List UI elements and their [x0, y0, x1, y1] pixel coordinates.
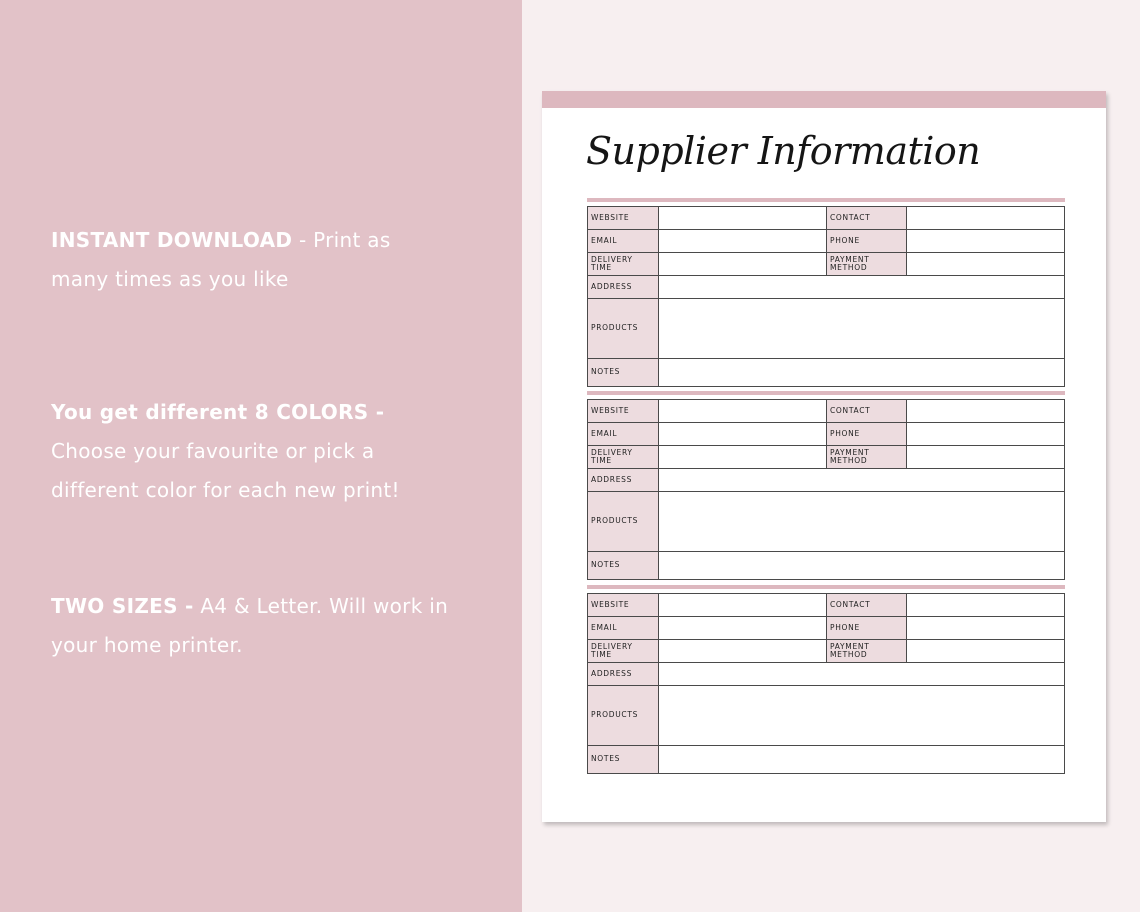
address-field[interactable]	[659, 469, 1064, 491]
form-row-notes	[588, 552, 1064, 579]
payment-method-label: PAYMENT METHOD	[827, 640, 907, 662]
phone-label: PHONE	[827, 617, 907, 639]
form-row-delivery	[588, 640, 1064, 663]
phone-field[interactable]	[907, 617, 1064, 639]
email-label: EMAIL	[588, 230, 659, 252]
email-field[interactable]	[659, 617, 827, 639]
products-label: PRODUCTS	[588, 686, 659, 745]
form-row-delivery	[588, 446, 1064, 469]
address-field[interactable]	[659, 276, 1064, 298]
section-divider	[587, 585, 1065, 589]
sheet-title: Supplier Information	[586, 129, 981, 173]
notes-label: NOTES	[588, 359, 659, 386]
products-label: PRODUCTS	[588, 492, 659, 551]
delivery-time-field[interactable]	[659, 446, 827, 468]
form-row-products	[588, 492, 1064, 552]
feature-heading: You get different 8 COLORS -	[51, 400, 385, 424]
email-label: EMAIL	[588, 423, 659, 445]
payment-method-field[interactable]	[907, 253, 1064, 275]
section-divider	[587, 198, 1065, 202]
form-row-website	[588, 594, 1064, 617]
supplier-form-table	[587, 399, 1065, 580]
feature-instant-download	[51, 221, 451, 299]
printable-sheet	[542, 91, 1106, 822]
feature-colors	[51, 393, 451, 510]
address-label: ADDRESS	[588, 276, 659, 298]
form-row-address	[588, 276, 1064, 299]
form-row-address	[588, 663, 1064, 686]
products-field[interactable]	[659, 299, 1064, 358]
payment-method-field[interactable]	[907, 446, 1064, 468]
products-label: PRODUCTS	[588, 299, 659, 358]
delivery-time-field[interactable]	[659, 640, 827, 662]
feature-heading: INSTANT DOWNLOAD	[51, 228, 293, 252]
feature-text: A4 & Letter. Will work in your home printer.	[51, 594, 449, 657]
contact-label: CONTACT	[827, 207, 907, 229]
website-field[interactable]	[659, 207, 827, 229]
supplier-form-table	[587, 593, 1065, 774]
phone-label: PHONE	[827, 423, 907, 445]
supplier-form-table	[587, 206, 1065, 387]
delivery-time-label: DELIVERY TIME	[588, 640, 659, 662]
email-field[interactable]	[659, 423, 827, 445]
form-row-delivery	[588, 253, 1064, 276]
feature-text: - Print as many times as you like	[51, 228, 391, 291]
delivery-time-label: DELIVERY TIME	[588, 446, 659, 468]
form-row-email	[588, 617, 1064, 640]
sheet-header-bar	[542, 91, 1106, 108]
email-label: EMAIL	[588, 617, 659, 639]
delivery-time-label: DELIVERY TIME	[588, 253, 659, 275]
form-row-email	[588, 230, 1064, 253]
payment-method-label: PAYMENT METHOD	[827, 253, 907, 275]
contact-field[interactable]	[907, 207, 1064, 229]
form-row-website	[588, 400, 1064, 423]
website-label: WEBSITE	[588, 594, 659, 616]
feature-sizes	[51, 587, 451, 665]
contact-label: CONTACT	[827, 400, 907, 422]
phone-field[interactable]	[907, 423, 1064, 445]
address-label: ADDRESS	[588, 469, 659, 491]
email-field[interactable]	[659, 230, 827, 252]
notes-field[interactable]	[659, 359, 1064, 386]
form-row-notes	[588, 746, 1064, 773]
feature-text: Choose your favourite or pick a different color for each new print!	[51, 439, 400, 502]
left-panel	[0, 0, 522, 912]
section-divider	[587, 391, 1065, 395]
form-row-notes	[588, 359, 1064, 386]
form-row-website	[588, 207, 1064, 230]
delivery-time-field[interactable]	[659, 253, 827, 275]
website-label: WEBSITE	[588, 207, 659, 229]
form-row-products	[588, 299, 1064, 359]
notes-field[interactable]	[659, 552, 1064, 579]
phone-field[interactable]	[907, 230, 1064, 252]
website-field[interactable]	[659, 594, 827, 616]
contact-field[interactable]	[907, 400, 1064, 422]
contact-field[interactable]	[907, 594, 1064, 616]
phone-label: PHONE	[827, 230, 907, 252]
feature-heading: TWO SIZES -	[51, 594, 194, 618]
website-field[interactable]	[659, 400, 827, 422]
form-row-address	[588, 469, 1064, 492]
address-field[interactable]	[659, 663, 1064, 685]
website-label: WEBSITE	[588, 400, 659, 422]
products-field[interactable]	[659, 492, 1064, 551]
payment-method-label: PAYMENT METHOD	[827, 446, 907, 468]
contact-label: CONTACT	[827, 594, 907, 616]
notes-label: NOTES	[588, 746, 659, 773]
notes-field[interactable]	[659, 746, 1064, 773]
products-field[interactable]	[659, 686, 1064, 745]
form-row-email	[588, 423, 1064, 446]
address-label: ADDRESS	[588, 663, 659, 685]
form-row-products	[588, 686, 1064, 746]
payment-method-field[interactable]	[907, 640, 1064, 662]
notes-label: NOTES	[588, 552, 659, 579]
